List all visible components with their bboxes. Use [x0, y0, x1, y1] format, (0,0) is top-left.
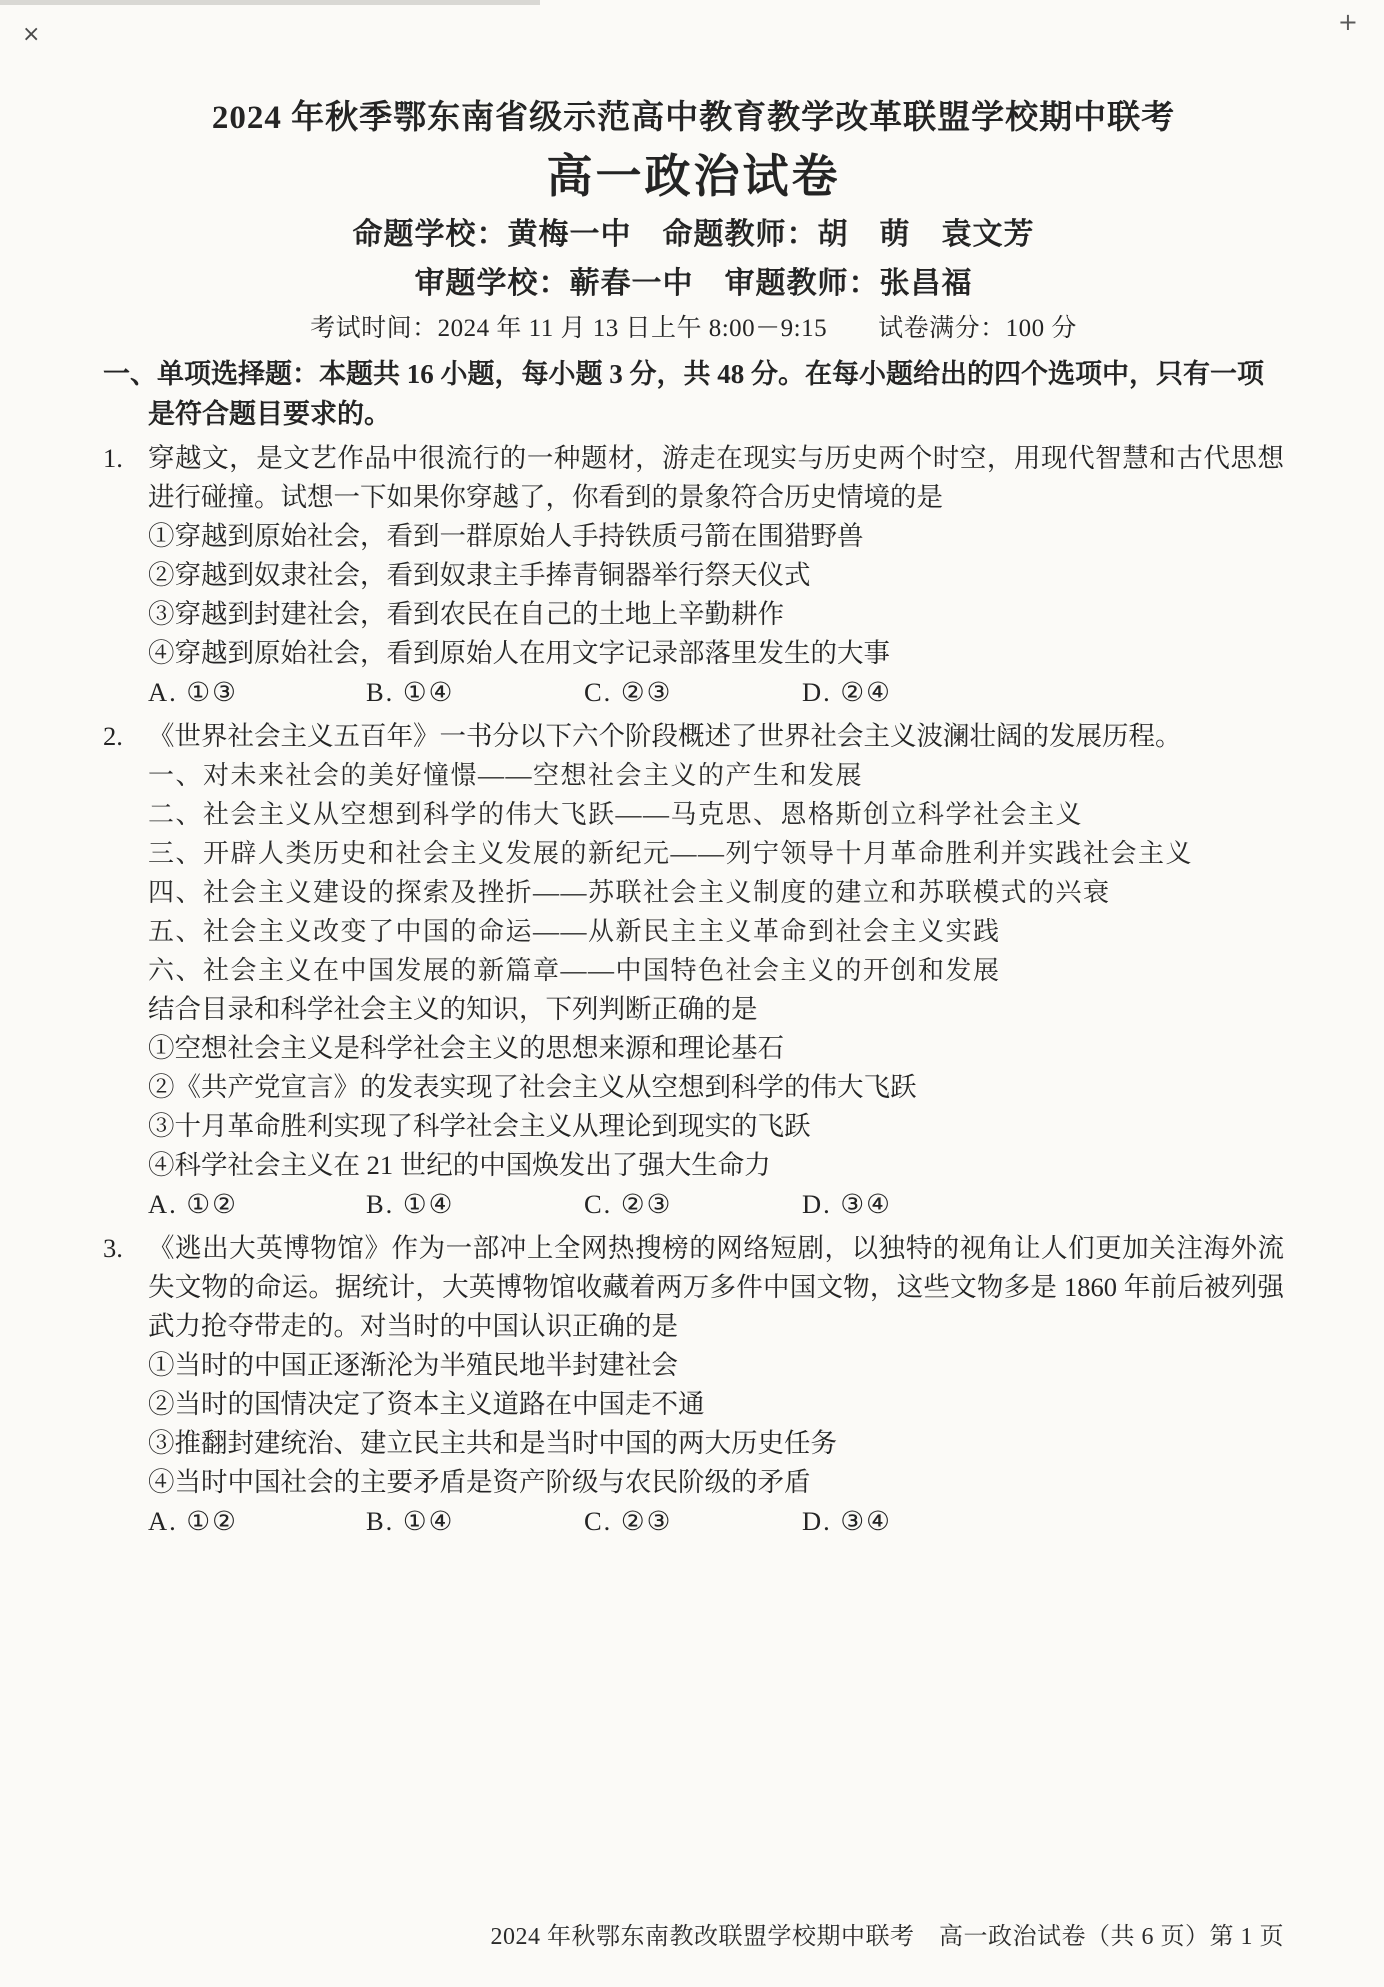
- question-1: [103, 439, 1284, 712]
- option-c: C. ②③: [584, 677, 673, 707]
- stage-line-2: 二、社会主义从空想到科学的伟大飞跃——马克思、恩格斯创立科学社会主义: [148, 800, 1084, 829]
- scan-artifact-smudge: [0, 0, 540, 5]
- question-stem: 《逃出大英博物馆》作为一部冲上全网热搜榜的网络短剧，以独特的视角让人们更加关注海外流失文物的命运。据统计，大英博物馆收藏着两万多件中国文物，这些文物多是 1860 年前后被列强武力抢夺带走的。对当时的中国认识正确的是: [148, 1233, 1284, 1341]
- scan-registration-plus-mark: +: [1337, 8, 1358, 36]
- exam-time-score-line: 考试时间：2024 年 11 月 13 日上午 8:00－9:15 试卷满分：100 分: [310, 315, 1077, 342]
- proposer-line: 命题学校：黄梅一中 命题教师：胡 萌 袁文芳: [352, 218, 1035, 251]
- statement-1: ①当时的中国正逐渐沦为半殖民地半封建社会: [148, 1350, 678, 1380]
- statement-4: ④科学社会主义在 21 世纪的中国焕发出了强大生命力: [148, 1150, 771, 1180]
- option-b: B. ①④: [366, 677, 455, 707]
- statement-3: ③穿越到封建社会，看到农民在自己的土地上辛勤耕作: [148, 599, 784, 629]
- option-a: A. ①③: [148, 677, 238, 707]
- option-b: B. ①④: [366, 1189, 455, 1219]
- section-heading-line-2: 是符合题目要求的。: [148, 399, 391, 429]
- answer-options: [148, 1185, 1284, 1224]
- answer-options: [148, 673, 1284, 712]
- option-b: B. ①④: [366, 1506, 455, 1536]
- option-c: C. ②③: [584, 1189, 673, 1219]
- statement-1: ①穿越到原始社会，看到一群原始人手持铁质弓箭在围猎野兽: [148, 521, 864, 551]
- scan-registration-x-mark: ×: [22, 22, 41, 47]
- question-number: 3.: [103, 1233, 123, 1263]
- option-d: D. ③④: [802, 1506, 892, 1536]
- stage-line-4: 四、社会主义建设的探索及挫折——苏联社会主义制度的建立和苏联模式的兴衰: [148, 878, 1111, 907]
- option-c: C. ②③: [584, 1506, 673, 1536]
- exam-union-title: 2024 年秋季鄂东南省级示范高中教育教学改革联盟学校期中联考: [211, 100, 1176, 136]
- statement-3: ③十月革命胜利实现了科学社会主义从理论到现实的飞跃: [148, 1111, 811, 1141]
- paper-title: 高一政治试卷: [546, 151, 841, 202]
- statement-3: ③推翻封建统治、建立民主共和是当时中国的两大历史任务: [148, 1428, 837, 1458]
- question-lead-in: 结合目录和科学社会主义的知识，下列判断正确的是: [148, 994, 758, 1024]
- question-2: [103, 717, 1284, 1224]
- statement-2: ②《共产党宣言》的发表实现了社会主义从空想到科学的伟大飞跃: [148, 1072, 917, 1102]
- page-footer: 2024 年秋鄂东南教改联盟学校期中联考 高一政治试卷（共 6 页）第 1 页: [490, 1924, 1284, 1950]
- option-d: D. ②④: [802, 677, 892, 707]
- statement-2: ②当时的国情决定了资本主义道路在中国走不通: [148, 1389, 705, 1419]
- stage-line-5: 五、社会主义改变了中国的命运——从新民主主义革命到社会主义实践: [148, 917, 1001, 946]
- statement-2: ②穿越到奴隶社会，看到奴隶主手捧青铜器举行祭天仪式: [148, 560, 811, 590]
- stage-line-6: 六、社会主义在中国发展的新篇章——中国特色社会主义的开创和发展: [148, 956, 1001, 985]
- option-a: A. ①②: [148, 1506, 238, 1536]
- section-heading-line-1: 一、单项选择题：本题共 16 小题，每小题 3 分，共 48 分。在每小题给出的四个选项中，只有一项: [103, 359, 1264, 389]
- question-stem: 《世界社会主义五百年》一书分以下六个阶段概述了世界社会主义波澜壮阔的发展历程。: [148, 721, 1182, 751]
- answer-options: [148, 1502, 1284, 1541]
- question-stem: 穿越文，是文艺作品中很流行的一种题材，游走在现实与历史两个时空，用现代智慧和古代思想进行碰撞。试想一下如果你穿越了，你看到的景象符合历史情境的是: [148, 443, 1284, 512]
- question-number: 1.: [103, 443, 123, 473]
- statement-1: ①空想社会主义是科学社会主义的思想来源和理论基石: [148, 1033, 784, 1063]
- question-3: [103, 1229, 1284, 1541]
- statement-4: ④穿越到原始社会，看到原始人在用文字记录部落里发生的大事: [148, 638, 890, 668]
- section-one-heading: [103, 354, 1284, 434]
- stage-line-3: 三、开辟人类历史和社会主义发展的新纪元——列宁领导十月革命胜利并实践社会主义: [148, 839, 1194, 868]
- reviewer-line: 审题学校：蕲春一中 审题教师：张昌福: [414, 267, 973, 300]
- question-number: 2.: [103, 721, 123, 751]
- paper-header: [103, 96, 1284, 345]
- stage-line-1: 一、对未来社会的美好憧憬——空想社会主义的产生和发展: [148, 761, 864, 790]
- option-a: A. ①②: [148, 1189, 238, 1219]
- option-d: D. ③④: [802, 1189, 892, 1219]
- statement-4: ④当时中国社会的主要矛盾是资产阶级与农民阶级的矛盾: [148, 1467, 811, 1497]
